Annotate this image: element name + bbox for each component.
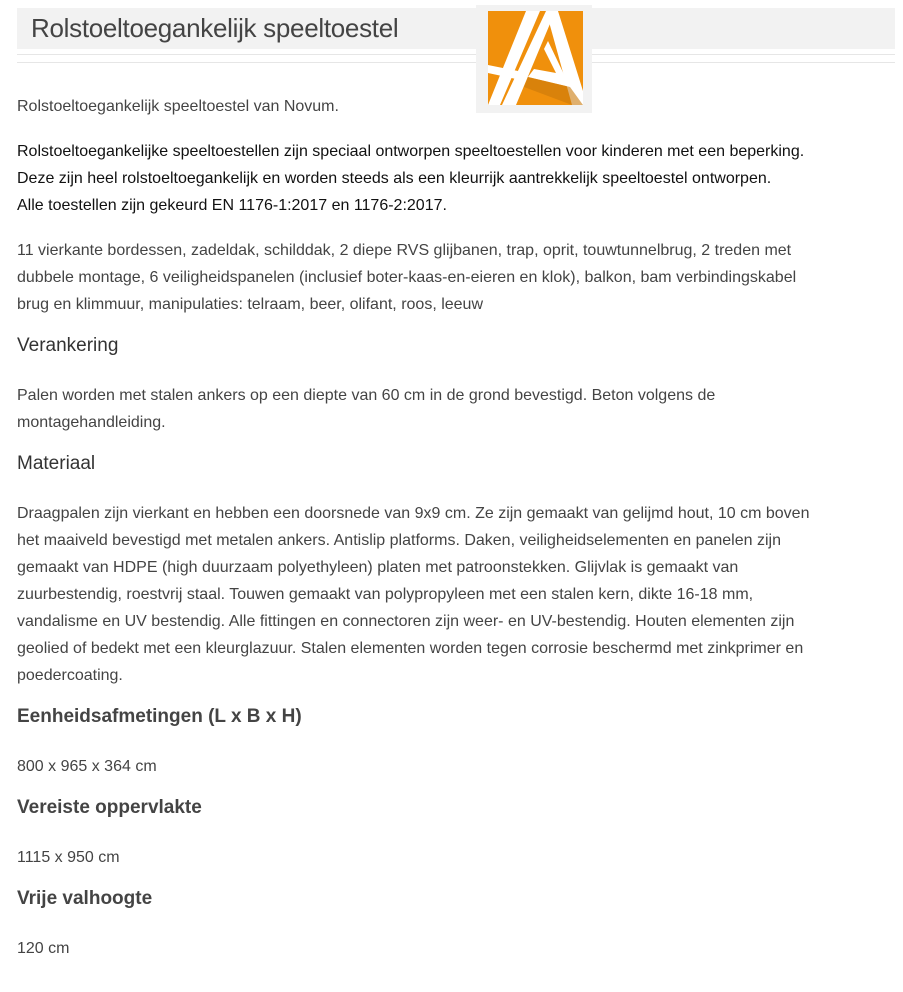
divider-bottom xyxy=(17,62,895,63)
text-line: zuurbestendig, roestvrij staal. Touwen gemaakt van polypropyleen met een stalen kern, dikte 16-18 mm, xyxy=(17,586,754,603)
text-line: geolied of bedekt met een kleurglazuur. Stalen elementen worden tegen corrosie beschermd met zinkprimer en xyxy=(17,640,804,657)
section-text-oppervlakte xyxy=(17,844,897,871)
brand-logo-icon xyxy=(488,11,583,105)
intro-text: Rolstoeltoegankelijk speeltoestel van Novum. xyxy=(17,98,339,115)
text-line: Draagpalen zijn vierkant en hebben een doorsnede van 9x9 cm. Ze zijn gemaakt van gelijmd hout, 10 cm boven xyxy=(17,505,810,522)
section-text-valhoogte xyxy=(17,935,897,962)
features-paragraph xyxy=(17,237,897,318)
section-heading-valhoogte: Vrije valhoogte xyxy=(17,888,153,909)
page-title: Rolstoeltoegankelijk speeltoestel xyxy=(31,13,399,43)
section-heading-oppervlakte: Vereiste oppervlakte xyxy=(17,797,202,818)
section-heading-afmetingen: Eenheidsafmetingen (L x B x H) xyxy=(17,706,302,727)
section-text-afmetingen xyxy=(17,753,897,780)
text-line: gemaakt van HDPE (high duurzaam polyethyleen) platen met patroonstekken. Glijvlak is gemaakt van xyxy=(17,559,739,576)
text-line: 120 cm xyxy=(17,940,70,957)
text-line: vandalisme en UV bestendig. Alle fittingen en connectoren zijn weer- en UV-bestendig. Houten elementen zijn xyxy=(17,613,795,630)
divider-top xyxy=(17,54,895,55)
description-line: Deze zijn heel rolstoeltoegankelijk en worden steeds als een kleurrijk aantrekkelijk speeltoestel ontworpen. xyxy=(17,170,772,187)
section-text-materiaal xyxy=(17,500,897,689)
features-line: 11 vierkante bordessen, zadeldak, schilddak, 2 diepe RVS glijbanen, trap, oprit, touwtunnelbrug, 2 treden met xyxy=(17,242,792,259)
text-line: poedercoating. xyxy=(17,667,123,684)
features-line: dubbele montage, 6 veiligheidspanelen (inclusief boter-kaas-en-eieren en klok), balkon, bam verbindingskabel xyxy=(17,269,797,286)
text-line: montagehandleiding. xyxy=(17,414,166,431)
text-line: 1115 x 950 cm xyxy=(17,849,120,866)
description-paragraph xyxy=(17,138,897,219)
title-bar xyxy=(17,8,895,49)
features-line: brug en klimmuur, manipulaties: telraam, beer, olifant, roos, leeuw xyxy=(17,296,484,313)
section-heading-materiaal: Materiaal xyxy=(17,453,96,474)
text-line: het maaiveld bevestigd met metalen ankers. Antislip platforms. Daken, veiligheidselementen en panelen zijn xyxy=(17,532,781,549)
description-line: Alle toestellen zijn gekeurd EN 1176-1:2017 en 1176-2:2017. xyxy=(17,197,447,214)
text-line: 800 x 965 x 364 cm xyxy=(17,758,157,775)
section-text-verankering xyxy=(17,382,897,436)
section-heading-verankering: Verankering xyxy=(17,335,119,356)
description-line: Rolstoeltoegankelijke speeltoestellen zijn speciaal ontworpen speeltoestellen voor kinderen met een beperking. xyxy=(17,143,805,160)
text-line: Palen worden met stalen ankers op een diepte van 60 cm in de grond bevestigd. Beton volgens de xyxy=(17,387,716,404)
